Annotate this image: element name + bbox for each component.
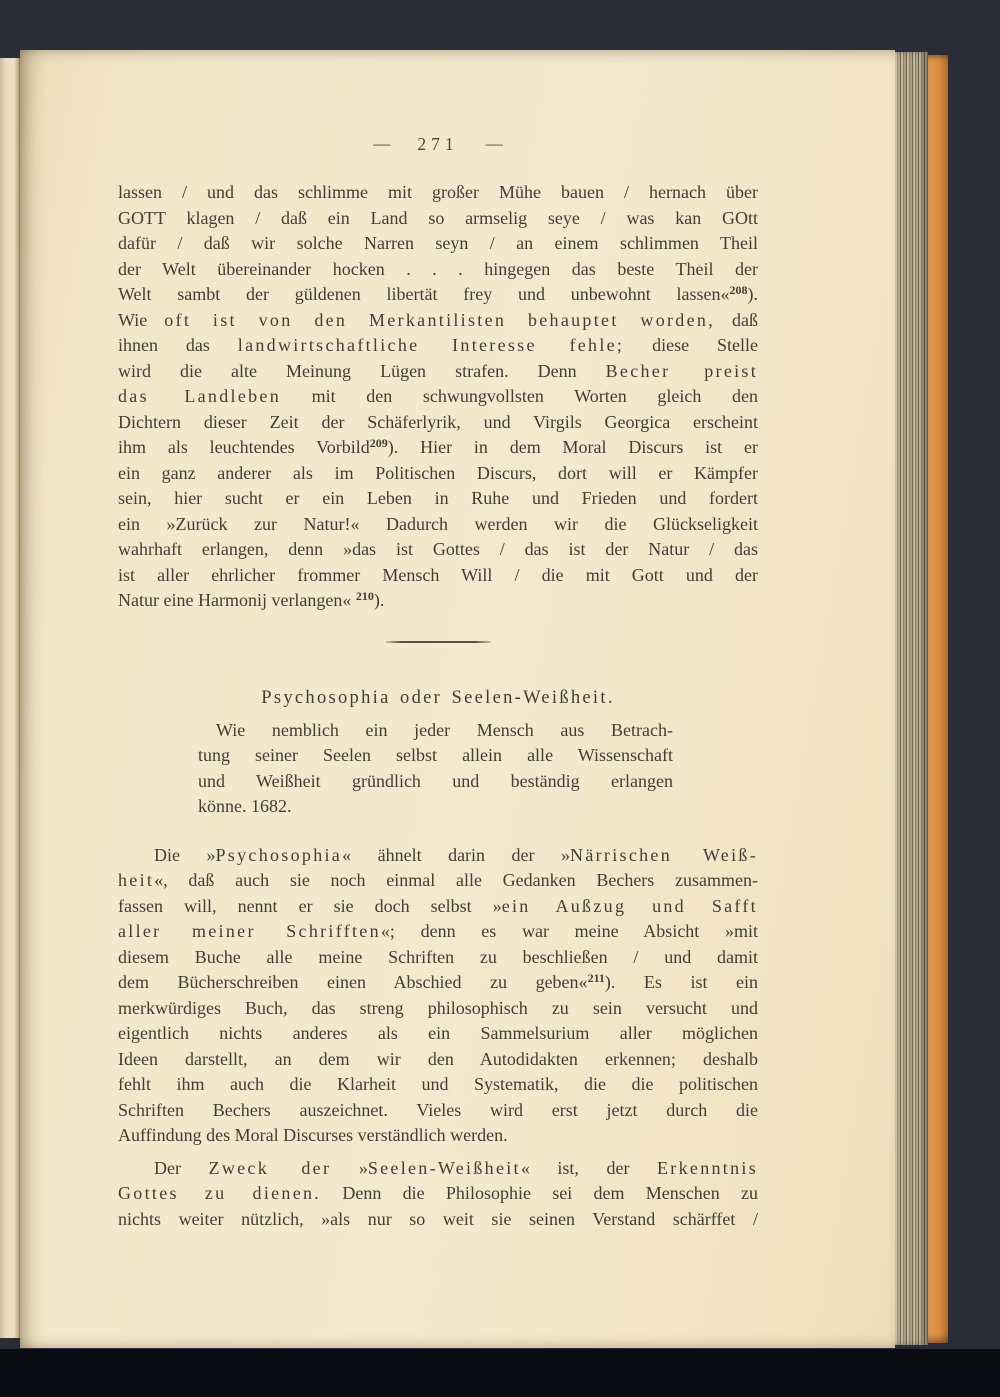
- page-fore-edge: [895, 52, 928, 1345]
- text-segment: merkwürdiges Buch, das streng philosophisch zu sein versucht und: [118, 997, 758, 1018]
- text-line: [118, 257, 758, 283]
- text-segment: Welt sambt der güldenen libertät frey und unbewohnt lassen«: [118, 284, 730, 304]
- text-line: [118, 970, 758, 996]
- section-divider: [386, 641, 491, 643]
- emphasized-text: Erkenntnis: [657, 1157, 759, 1178]
- text-segment: Denn die Philosophie sei dem Menschen zu: [321, 1183, 758, 1203]
- text-segment: GOTT klagen / daß ein Land so armselig seye / was kan GOtt: [118, 207, 758, 228]
- header-dash-left: —: [373, 134, 391, 153]
- text-segment: Die »: [154, 844, 216, 865]
- text-line: [118, 996, 758, 1022]
- book-bottom-shadow: [0, 1349, 1000, 1397]
- page-content: [118, 50, 758, 1232]
- text-segment: diese Stelle: [624, 335, 758, 355]
- emphasized-text: Psychosophia oder Seelen-Weißheit.: [261, 687, 615, 708]
- paragraph: [118, 843, 758, 1149]
- emphasized-text: Närrischen Weiß-: [570, 844, 758, 865]
- text-segment: Natur eine Harmonij verlangen«: [118, 590, 356, 610]
- text-line: [118, 333, 758, 359]
- page: [20, 50, 895, 1348]
- text-segment: tung seiner Seelen selbst allein alle Wissenschaft: [198, 745, 673, 765]
- text-segment: Ideen darstellt, an dem wir den Autodidakten erkennen; deshalb: [118, 1048, 758, 1069]
- text-segment: wahrhaft erlangen, denn »das ist Gottes / das ist der Natur / das: [118, 539, 758, 559]
- text-line: [118, 1207, 758, 1233]
- text-segment: ). Hier in dem Moral Discurs ist er: [387, 437, 758, 457]
- text-segment: daß: [715, 309, 758, 330]
- text-segment: ist aller ehrlicher frommer Mensch Will / die mit Gott und der: [118, 564, 758, 585]
- footnote-ref: 211: [587, 971, 605, 985]
- text-segment: ein »Zurück zur Natur!« Dadurch werden wir die Glückseligkeit: [118, 513, 758, 534]
- text-line: [118, 435, 758, 461]
- text-segment: ein ganz anderer als im Politischen Discurs, dort will er Kämpfer: [118, 462, 758, 483]
- text-segment: ihm als leuchtendes Vorbild: [118, 437, 370, 457]
- text-line: [198, 794, 673, 820]
- text-segment: ). Es ist ein: [604, 972, 759, 992]
- adjacent-page-edge: [0, 58, 20, 1338]
- text-segment: Wie nemblich ein jeder Mensch aus Betrach-: [216, 719, 673, 740]
- text-segment: «; denn es war meine Absicht »mit: [380, 921, 759, 941]
- text-segment: eigentlich nichts anderes als ein Sammelsurium aller möglichen: [118, 1023, 758, 1043]
- page-body: [118, 180, 758, 1232]
- footnote-ref: 210: [355, 589, 374, 603]
- text-line: [118, 894, 758, 920]
- text-line: [118, 843, 758, 869]
- text-line: [118, 384, 758, 410]
- text-line: [118, 231, 758, 257]
- text-segment: Der: [154, 1157, 209, 1178]
- text-segment: Dichtern dieser Zeit der Schäferlyrik, und Virgils Georgica erscheint: [118, 411, 758, 432]
- header-dash-right: —: [485, 134, 503, 153]
- emphasized-text: landwirtschaftliche Interesse fehle;: [237, 335, 625, 355]
- text-segment: ).: [747, 284, 758, 304]
- footnote-ref: 208: [729, 283, 748, 297]
- text-line: [198, 743, 673, 769]
- text-segment: Auffindung des Moral Discurses verständlich werden.: [118, 1125, 508, 1145]
- page-header: [118, 132, 758, 156]
- emphasized-text: heit: [118, 870, 155, 890]
- text-segment: sein, hier sucht er ein Leben in Ruhe und Frieden und fordert: [118, 488, 758, 508]
- text-segment: « ist, der: [520, 1157, 658, 1178]
- text-segment: dem Bücherschreiben einen Abschied zu geben«: [118, 972, 588, 992]
- emphasized-text: Becher preist: [605, 360, 759, 381]
- text-line: [118, 180, 758, 206]
- text-segment: Wie: [118, 309, 165, 330]
- page-number: 271: [417, 134, 459, 154]
- text-line: [118, 486, 758, 512]
- text-segment: »: [331, 1157, 368, 1178]
- text-line: [118, 461, 758, 487]
- text-line: [118, 410, 758, 436]
- text-segment: diesem Buche alle meine Schriften zu beschließen / und damit: [118, 946, 758, 967]
- text-segment: «, daß auch sie noch einmal alle Gedanken Bechers zusammen-: [154, 870, 758, 890]
- text-line: [118, 563, 758, 589]
- subtitle-block: [198, 718, 673, 820]
- paragraph: [118, 180, 758, 614]
- text-segment: dafür / daß wir solche Narren seyn / an einem schlimmen Theil: [118, 233, 758, 253]
- text-segment: wird die alte Meinung Lügen strafen. Denn: [118, 360, 606, 381]
- emphasized-text: aller meiner Schrifften: [118, 921, 381, 941]
- text-segment: nichts weiter nützlich, »als nur so weit sie seinen Verstand schärffet /: [118, 1208, 758, 1229]
- section-heading: [118, 685, 758, 711]
- text-line: [198, 718, 673, 744]
- text-segment: könne. 1682.: [198, 796, 292, 816]
- emphasized-text: Gottes zu dienen.: [118, 1183, 322, 1203]
- text-segment: fehlt ihm auch die Klarheit und Systematik, die die politischen: [118, 1074, 758, 1094]
- emphasized-text: Psychosophia: [215, 844, 343, 865]
- text-segment: mit den schwungvollsten Worten gleich den: [281, 386, 758, 406]
- text-segment: der Welt übereinander hocken . . . hingegen das beste Theil der: [118, 258, 758, 279]
- text-segment: « ähnelt darin der »: [342, 844, 571, 865]
- footnote-ref: 209: [369, 436, 388, 450]
- text-segment: und Weißheit gründlich und beständig erlangen: [198, 770, 673, 791]
- emphasized-text: ein Außzug und Safft: [501, 895, 758, 916]
- text-segment: fassen will, nennt er sie doch selbst »: [118, 895, 502, 916]
- text-line: [118, 919, 758, 945]
- text-segment: ).: [373, 590, 385, 610]
- text-line: [118, 1156, 758, 1182]
- emphasized-text: Zweck der: [208, 1157, 332, 1178]
- text-line: [118, 512, 758, 538]
- emphasized-text: das Landleben: [118, 386, 281, 406]
- text-line: [118, 359, 758, 385]
- text-segment: lassen / und das schlimme mit großer Mühe bauen / hernach über: [118, 182, 758, 202]
- text-line: [118, 868, 758, 894]
- text-line: [118, 1047, 758, 1073]
- text-line: [118, 1021, 758, 1047]
- text-line: [118, 1072, 758, 1098]
- text-line: [118, 206, 758, 232]
- text-line: [118, 1098, 758, 1124]
- emphasized-text: Seelen-Weißheit: [367, 1157, 521, 1178]
- text-line: [118, 945, 758, 971]
- text-line: [118, 282, 758, 308]
- text-line: [198, 769, 673, 795]
- text-segment: ihnen das: [118, 335, 238, 355]
- book-cover-edge: [928, 55, 948, 1343]
- text-line: [118, 537, 758, 563]
- text-line: [118, 1181, 758, 1207]
- text-line: [118, 308, 758, 334]
- emphasized-text: oft ist von den Merkantilisten behauptet worden,: [164, 309, 715, 330]
- text-segment: Schriften Bechers auszeichnet. Vieles wird erst jetzt durch die: [118, 1099, 758, 1120]
- text-line: [118, 588, 758, 614]
- paragraph: [118, 1156, 758, 1233]
- text-line: [118, 1123, 758, 1149]
